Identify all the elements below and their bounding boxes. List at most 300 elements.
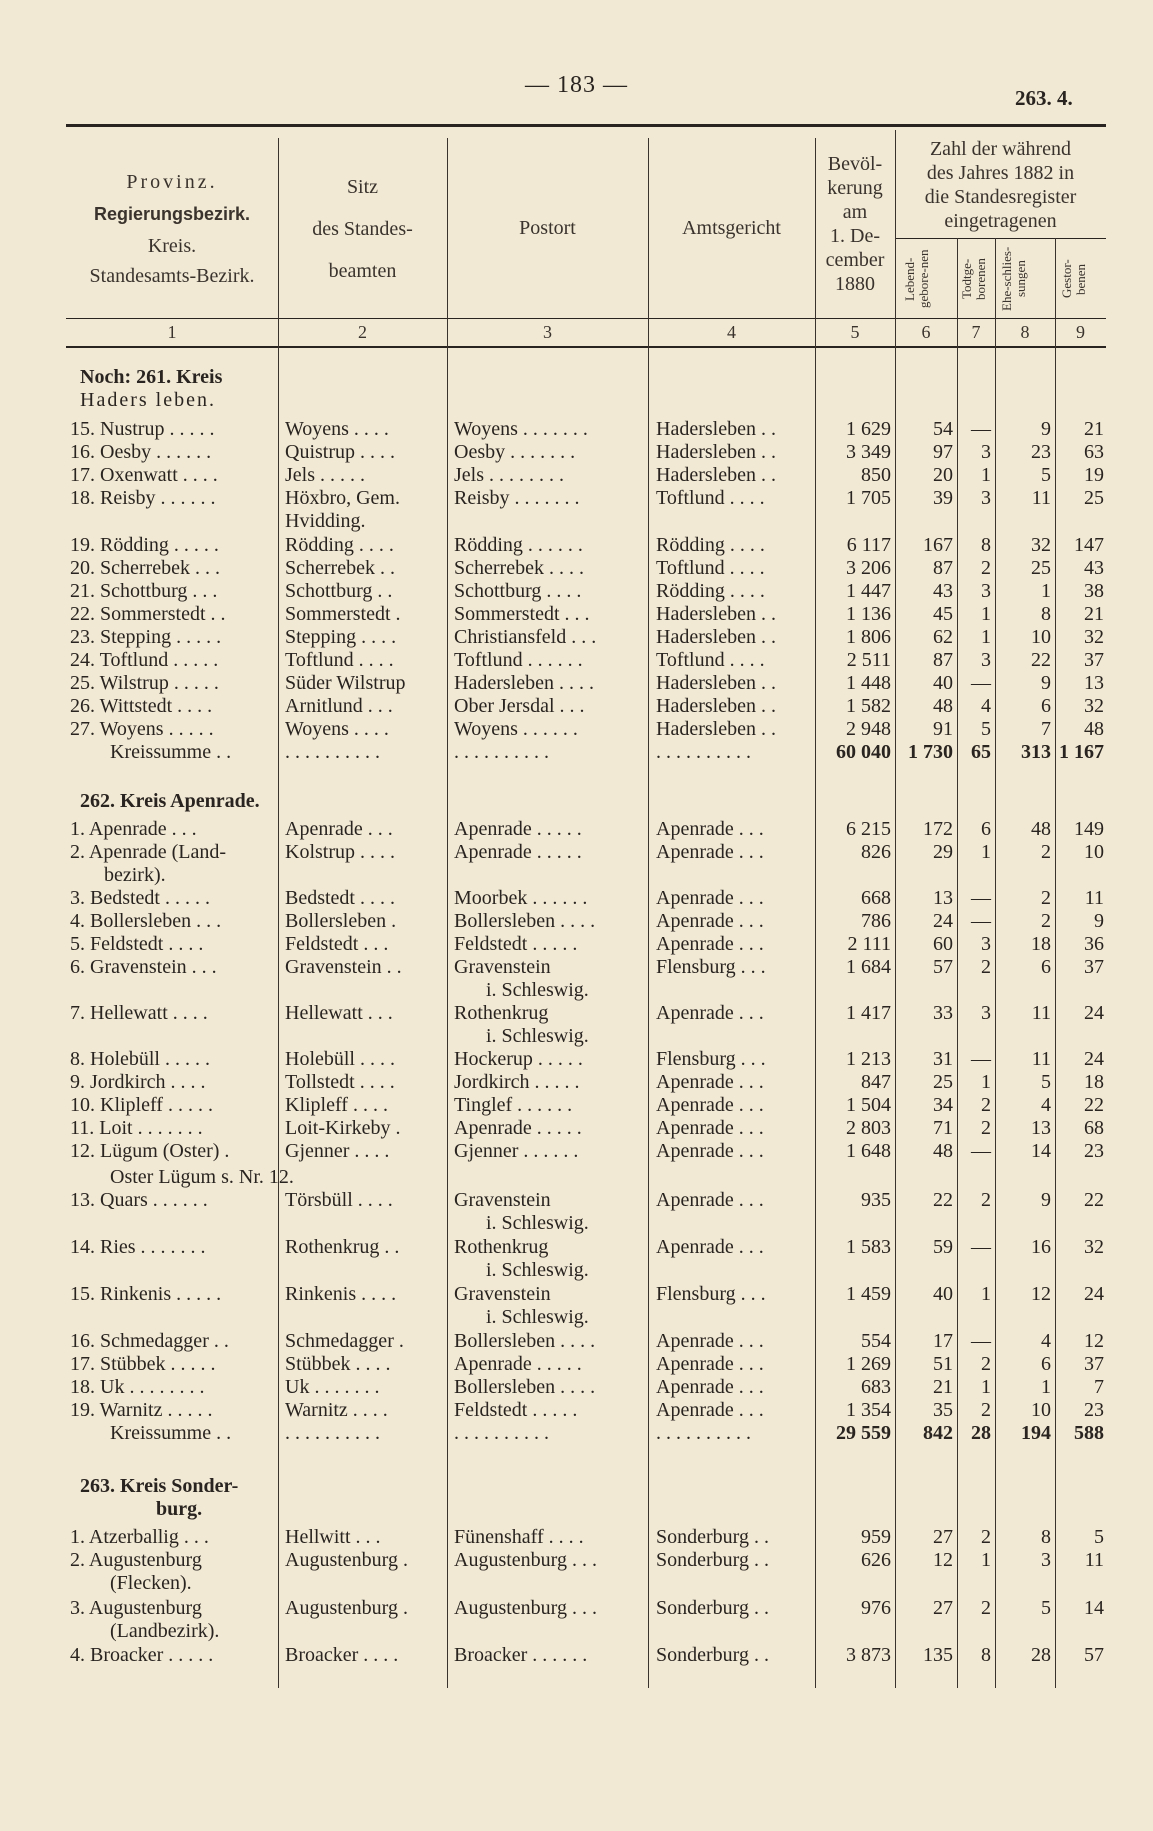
- cell-c9: 25: [1084, 487, 1104, 509]
- cell-c7: 3: [981, 1002, 991, 1024]
- cell-c1: 22. Sommerstedt . .: [70, 603, 226, 625]
- cell-c7: —: [971, 887, 991, 909]
- cell-c1: 3. Bedstedt . . . . .: [70, 887, 210, 909]
- cell-c7: 1: [981, 1071, 991, 1093]
- cell-c5: 959: [861, 1526, 891, 1548]
- cell-c8: 32: [1031, 534, 1051, 556]
- cell-c1: 4. Bollersleben . . .: [70, 910, 222, 932]
- header-sitz: Sitz: [346, 176, 379, 198]
- cell-c4: . . . . . . . . . .: [656, 741, 751, 763]
- cell-c9: 147: [1074, 534, 1104, 556]
- cell-c8: 12: [1031, 1283, 1051, 1305]
- cell-c6: 172: [923, 818, 953, 840]
- cell-c1: 14. Ries . . . . . . .: [70, 1236, 206, 1258]
- cell-c2: Woyens . . . .: [285, 718, 389, 740]
- cell-c8: 48: [1031, 818, 1051, 840]
- cell-c9: 43: [1084, 557, 1104, 579]
- cell-c7: 1: [981, 464, 991, 486]
- cell-c3: Moorbek . . . . . .: [454, 887, 588, 909]
- cell-c7: 6: [981, 818, 991, 840]
- cell-c3: Scherrebek . . . .: [454, 557, 584, 579]
- cell-c3: i. Schleswig.: [486, 1025, 589, 1047]
- cell-c7: —: [971, 1048, 991, 1070]
- cell-c6: 27: [933, 1597, 953, 1619]
- cell-c2: Broacker . . . .: [285, 1644, 399, 1666]
- cell-c2: . . . . . . . . . .: [285, 1422, 380, 1444]
- cell-c1: 3. Augustenburg: [70, 1597, 202, 1619]
- cell-c8: 5: [1041, 464, 1051, 486]
- cell-c1: 1. Apenrade . . .: [70, 818, 197, 840]
- cell-c9: 24: [1084, 1283, 1104, 1305]
- cell-c7: 2: [981, 956, 991, 978]
- cell-c7: 8: [981, 534, 991, 556]
- cell-c8: 28: [1031, 1644, 1051, 1666]
- cell-c2: Toftlund . . . .: [285, 649, 394, 671]
- cell-c8: 6: [1041, 695, 1051, 717]
- header-zahl: Zahl der während: [929, 138, 1072, 160]
- cell-c5: 554: [861, 1330, 891, 1352]
- cell-c9: 11: [1084, 887, 1104, 909]
- cell-c3: Woyens . . . . . . .: [454, 418, 588, 440]
- colnum-8: 8: [1020, 322, 1030, 342]
- top-rule: [66, 124, 1106, 127]
- cell-c7: 2: [981, 1399, 991, 1421]
- cell-c6: 20: [933, 464, 953, 486]
- cell-c3: . . . . . . . . . .: [454, 1422, 549, 1444]
- cell-c9: 19: [1084, 464, 1104, 486]
- cell-c4: Apenrade . . .: [656, 1071, 764, 1093]
- cell-c7: 3: [981, 580, 991, 602]
- cell-c4: Hadersleben . .: [656, 672, 776, 694]
- cell-c6: 54: [933, 418, 953, 440]
- cell-c1: 21. Schottburg . . .: [70, 580, 218, 602]
- cell-c5: 786: [861, 910, 891, 932]
- cell-c7: 2: [981, 1597, 991, 1619]
- cell-c2: Kolstrup . . . .: [285, 841, 395, 863]
- cell-c8: 313: [1021, 741, 1051, 763]
- cell-c5: 850: [861, 464, 891, 486]
- cell-c4: . . . . . . . . . .: [656, 1422, 751, 1444]
- cell-c9: 22: [1084, 1189, 1104, 1211]
- cell-c1: Kreissumme . .: [110, 1422, 232, 1444]
- cell-c4: Apenrade . . .: [656, 1353, 764, 1375]
- header-todtgeborenen: Todtge-borenen: [959, 258, 988, 300]
- cell-c6: 167: [923, 534, 953, 556]
- cell-c7: 8: [981, 1644, 991, 1666]
- cell-c4: Sonderburg . .: [656, 1549, 769, 1571]
- cell-c1: 15. Rinkenis . . . . .: [70, 1283, 222, 1305]
- cell-c9: 63: [1084, 441, 1104, 463]
- cell-c9: 9: [1094, 910, 1104, 932]
- cell-c8: 18: [1031, 933, 1051, 955]
- cell-c1: 6. Gravenstein . . .: [70, 956, 217, 978]
- cell-c3: Sommerstedt . . .: [454, 603, 590, 625]
- cell-c9: 18: [1084, 1071, 1104, 1093]
- header-col2: [278, 175, 447, 283]
- cell-c5: 2 948: [846, 718, 891, 740]
- cell-c4: Apenrade . . .: [656, 1236, 764, 1258]
- cell-c9: 10: [1084, 841, 1104, 863]
- cell-c1: 18. Uk . . . . . . . .: [70, 1376, 205, 1398]
- cell-c6: 12: [933, 1549, 953, 1571]
- cell-c5: 3 206: [846, 557, 891, 579]
- cell-c1: 17. Stübbek . . . . .: [70, 1353, 216, 1375]
- cell-c3: Hockerup . . . . .: [454, 1048, 583, 1070]
- cell-c6: 40: [933, 672, 953, 694]
- cell-c7: —: [971, 1236, 991, 1258]
- cell-c2: Quistrup . . . .: [285, 441, 395, 463]
- cell-c2: Rothenkrug . .: [285, 1236, 400, 1258]
- cell-c8: 13: [1031, 1117, 1051, 1139]
- cell-c6: 45: [933, 603, 953, 625]
- cell-c9: 32: [1084, 695, 1104, 717]
- cell-c9: 14: [1084, 1597, 1104, 1619]
- cell-c2: Stepping . . . .: [285, 626, 397, 648]
- cell-c4: Flensburg . . .: [656, 956, 766, 978]
- cell-c8: 25: [1031, 557, 1051, 579]
- cell-c4: Apenrade . . .: [656, 1117, 764, 1139]
- cell-c8: 11: [1031, 487, 1051, 509]
- cell-c3: i. Schleswig.: [486, 1259, 589, 1281]
- cell-c7: 1: [981, 1283, 991, 1305]
- cell-c2: Feldstedt . . .: [285, 933, 389, 955]
- cell-c3: Schottburg . . . .: [454, 580, 582, 602]
- page-number: — 183 —: [525, 72, 628, 98]
- cell-c2: Stübbek . . . .: [285, 1353, 391, 1375]
- cell-c3: Toftlund . . . . . .: [454, 649, 583, 671]
- cell-c7: 1: [981, 603, 991, 625]
- cell-c4: Hadersleben . .: [656, 603, 776, 625]
- cell-c8: 5: [1041, 1071, 1051, 1093]
- subheader-rule: [895, 238, 1106, 239]
- cell-c1: (Landbezirk).: [110, 1620, 220, 1642]
- cell-c6: 1 730: [908, 741, 953, 763]
- header-gestorbenen: Gestor-benen: [1059, 259, 1088, 299]
- colnum-6: 6: [921, 322, 931, 342]
- cell-c5: 1 705: [846, 487, 891, 509]
- cell-c8: 14: [1031, 1140, 1051, 1162]
- cell-c6: 97: [933, 441, 953, 463]
- cell-c9: 32: [1084, 1236, 1104, 1258]
- cell-c4: Apenrade . . .: [656, 1002, 764, 1024]
- cell-c7: 5: [981, 718, 991, 740]
- colnum-1: 1: [167, 322, 177, 342]
- cell-c8: 11: [1031, 1048, 1051, 1070]
- cell-c6: 39: [933, 487, 953, 509]
- cell-c2: Woyens . . . .: [285, 418, 389, 440]
- cell-c1: 26. Wittstedt . . . .: [70, 695, 213, 717]
- cell-c4: Apenrade . . .: [656, 1189, 764, 1211]
- cell-c5: 1 213: [846, 1048, 891, 1070]
- cell-c4: Toftlund . . . .: [656, 487, 765, 509]
- cell-c1: bezirk).: [104, 864, 166, 886]
- cell-c2: Bollersleben .: [285, 910, 397, 932]
- cell-c4: Rödding . . . .: [656, 534, 765, 556]
- cell-c7: —: [971, 1140, 991, 1162]
- cell-c3: Gravenstein: [454, 1189, 551, 1211]
- cell-c1: 24. Toftlund . . . . .: [70, 649, 219, 671]
- cell-c9: 5: [1094, 1526, 1104, 1548]
- cell-c8: 2: [1041, 910, 1051, 932]
- cell-c4: Apenrade . . .: [656, 818, 764, 840]
- cell-c4: Hadersleben . .: [656, 718, 776, 740]
- header-postort: Postort: [519, 217, 576, 239]
- cell-c8: 1: [1041, 580, 1051, 602]
- cell-c3: Gjenner . . . . . .: [454, 1140, 579, 1162]
- cell-c2: Gjenner . . . .: [285, 1140, 390, 1162]
- cell-c9: 37: [1084, 956, 1104, 978]
- cell-c4: Hadersleben . .: [656, 695, 776, 717]
- cell-c8: 10: [1031, 626, 1051, 648]
- cell-c3: Hadersleben . . . .: [454, 672, 594, 694]
- cell-c3: Oesby . . . . . . .: [454, 441, 576, 463]
- cell-c7: 1: [981, 1376, 991, 1398]
- cell-c8: 10: [1031, 1399, 1051, 1421]
- header-am: am: [842, 201, 868, 223]
- cell-c9: 588: [1074, 1422, 1104, 1444]
- cell-c2: Sommerstedt .: [285, 603, 401, 625]
- cell-c4: Apenrade . . .: [656, 933, 764, 955]
- cell-c9: 57: [1084, 1644, 1104, 1666]
- cell-c1: 13. Quars . . . . . .: [70, 1189, 208, 1211]
- cell-c6: 57: [933, 956, 953, 978]
- cell-c7: 2: [981, 1526, 991, 1548]
- cell-c5: 3 349: [846, 441, 891, 463]
- cell-c6: 34: [933, 1094, 953, 1116]
- header-eheschliessungen: Ehe-schlies-sungen: [999, 246, 1028, 312]
- cell-c9: 1 167: [1059, 741, 1104, 763]
- cell-c5: 6 215: [846, 818, 891, 840]
- header-cember: cember: [825, 249, 885, 271]
- cell-c7: 2: [981, 1094, 991, 1116]
- section-heading: Haders leben.: [80, 389, 216, 411]
- header-beamten: beamten: [328, 260, 397, 282]
- cell-c6: 25: [933, 1071, 953, 1093]
- header-eingetragenen: eingetragenen: [944, 210, 1057, 232]
- cell-c4: Apenrade . . .: [656, 1399, 764, 1421]
- cell-c6: 842: [923, 1422, 953, 1444]
- cell-c1: Oster Lügum s. Nr. 12.: [110, 1166, 294, 1188]
- cell-c6: 31: [933, 1048, 953, 1070]
- cell-c3: Jels . . . . . . . .: [454, 464, 564, 486]
- cell-c2: Törsbüll . . . .: [285, 1189, 393, 1211]
- cell-c3: i. Schleswig.: [486, 1306, 589, 1328]
- cell-c3: Feldstedt . . . . .: [454, 933, 578, 955]
- header-jahres: des Jahres 1882 in: [926, 162, 1075, 184]
- cell-c3: Apenrade . . . . .: [454, 1353, 582, 1375]
- cell-c7: —: [971, 1330, 991, 1352]
- cell-c3: Bollersleben . . . .: [454, 910, 596, 932]
- header-bottom-rule: [66, 346, 1106, 348]
- cell-c6: 22: [933, 1189, 953, 1211]
- cell-c1: 12. Lügum (Oster) .: [70, 1140, 230, 1162]
- header-regierungsbezirk: Regierungsbezirk.: [93, 204, 251, 224]
- header-year: 1880: [835, 273, 875, 295]
- cell-c2: Bedstedt . . . .: [285, 887, 395, 909]
- cell-c5: 1 136: [846, 603, 891, 625]
- cell-c2: Klipleff . . . .: [285, 1094, 388, 1116]
- cell-c6: 91: [933, 718, 953, 740]
- cell-c1: 2. Apenrade (Land-: [70, 841, 227, 863]
- header-col5: [815, 152, 895, 296]
- cell-c4: Apenrade . . .: [656, 1140, 764, 1162]
- cell-c8: 6: [1041, 956, 1051, 978]
- cell-c9: 32: [1084, 626, 1104, 648]
- cell-c3: . . . . . . . . . .: [454, 741, 549, 763]
- cell-c6: 17: [933, 1330, 953, 1352]
- cell-c3: Apenrade . . . . .: [454, 841, 582, 863]
- cell-c5: 826: [861, 841, 891, 863]
- cell-c4: Apenrade . . .: [656, 910, 764, 932]
- cell-c5: 683: [861, 1376, 891, 1398]
- cell-c3: Augustenburg . . .: [454, 1597, 597, 1619]
- cell-c1: 5. Feldstedt . . . .: [70, 933, 204, 955]
- cell-c2: Rödding . . . .: [285, 534, 394, 556]
- cell-c5: 2 511: [846, 649, 891, 671]
- cell-c1: 23. Stepping . . . . .: [70, 626, 222, 648]
- cell-c5: 1 459: [846, 1283, 891, 1305]
- cell-c1: 9. Jordkirch . . . .: [70, 1071, 206, 1093]
- cell-c1: 25. Wilstrup . . . . .: [70, 672, 219, 694]
- cell-c7: 1: [981, 626, 991, 648]
- cell-c2: Hvidding.: [285, 510, 366, 532]
- cell-c3: Feldstedt . . . . .: [454, 1399, 578, 1421]
- cell-c8: 11: [1031, 1002, 1051, 1024]
- cell-c7: —: [971, 910, 991, 932]
- cell-c8: 6: [1041, 1353, 1051, 1375]
- cell-c5: 935: [861, 1189, 891, 1211]
- cell-c2: Hellewatt . . .: [285, 1002, 393, 1024]
- cell-c9: 21: [1084, 603, 1104, 625]
- cell-c6: 21: [933, 1376, 953, 1398]
- cell-c2: Uk . . . . . . .: [285, 1376, 380, 1398]
- cell-c7: 2: [981, 1189, 991, 1211]
- cell-c3: Fünenshaff . . . .: [454, 1526, 584, 1548]
- cell-c6: 71: [933, 1117, 953, 1139]
- cell-c8: 9: [1041, 1189, 1051, 1211]
- header-kerung: kerung: [827, 177, 883, 199]
- cell-c3: Reisby . . . . . . .: [454, 487, 580, 509]
- cell-c9: 7: [1094, 1376, 1104, 1398]
- cell-c2: Hellwitt . . .: [285, 1526, 381, 1548]
- cell-c6: 33: [933, 1002, 953, 1024]
- cell-c4: Apenrade . . .: [656, 887, 764, 909]
- cell-c9: 23: [1084, 1140, 1104, 1162]
- cell-c3: Tinglef . . . . . .: [454, 1094, 573, 1116]
- cell-c4: Sonderburg . .: [656, 1644, 769, 1666]
- cell-c7: 1: [981, 1549, 991, 1571]
- cell-c4: Hadersleben . .: [656, 418, 776, 440]
- cell-c6: 60: [933, 933, 953, 955]
- cell-c8: 16: [1031, 1236, 1051, 1258]
- cell-c4: Sonderburg . .: [656, 1597, 769, 1619]
- cell-c6: 48: [933, 1140, 953, 1162]
- cell-c6: 48: [933, 695, 953, 717]
- cell-c4: Apenrade . . .: [656, 1376, 764, 1398]
- cell-c8: 22: [1031, 649, 1051, 671]
- colnum-4: 4: [727, 322, 736, 342]
- cell-c8: 9: [1041, 418, 1051, 440]
- cell-c7: 2: [981, 1117, 991, 1139]
- cell-c1: 20. Scherrebek . . .: [70, 557, 220, 579]
- cell-c4: Apenrade . . .: [656, 1094, 764, 1116]
- cell-c3: i. Schleswig.: [486, 979, 589, 1001]
- cell-c8: 3: [1041, 1549, 1051, 1571]
- cell-c9: 48: [1084, 718, 1104, 740]
- cell-c1: 19. Rödding . . . . .: [70, 534, 219, 556]
- cell-c9: 149: [1074, 818, 1104, 840]
- cell-c6: 13: [933, 887, 953, 909]
- col-line-5: [895, 130, 896, 1688]
- cell-c6: 87: [933, 649, 953, 671]
- section-heading: burg.: [156, 1498, 203, 1520]
- cell-c8: 7: [1041, 718, 1051, 740]
- cell-c1: 4. Broacker . . . . .: [70, 1644, 214, 1666]
- cell-c9: 11: [1084, 1549, 1104, 1571]
- cell-c3: Bollersleben . . . .: [454, 1330, 596, 1352]
- colnum-9: 9: [1076, 322, 1085, 342]
- cell-c8: 1: [1041, 1376, 1051, 1398]
- colnum-3: 3: [543, 322, 552, 342]
- cell-c6: 59: [933, 1236, 953, 1258]
- cell-c9: 12: [1084, 1330, 1104, 1352]
- cell-c8: 194: [1021, 1422, 1051, 1444]
- cell-c5: 1 648: [846, 1140, 891, 1162]
- cell-c3: Bollersleben . . . .: [454, 1376, 596, 1398]
- cell-c4: Toftlund . . . .: [656, 649, 765, 671]
- cell-c2: Warnitz . . . .: [285, 1399, 388, 1421]
- colnum-7: 7: [971, 322, 981, 342]
- cell-c1: 18. Reisby . . . . . .: [70, 487, 216, 509]
- header-des-standes: des Standes-: [312, 218, 413, 240]
- cell-c1: 17. Oxenwatt . . . .: [70, 464, 218, 486]
- cell-c6: 87: [933, 557, 953, 579]
- cell-c1: 8. Holebüll . . . . .: [70, 1048, 210, 1070]
- header-divider: [66, 318, 1106, 319]
- cell-c7: 1: [981, 841, 991, 863]
- cell-c7: 2: [981, 1353, 991, 1375]
- cell-c1: 19. Warnitz . . . . .: [70, 1399, 213, 1421]
- cell-c2: Holebüll . . . .: [285, 1048, 395, 1070]
- cell-c3: Augustenburg . . .: [454, 1549, 597, 1571]
- cell-c5: 1 684: [846, 956, 891, 978]
- cell-c8: 23: [1031, 441, 1051, 463]
- cell-c9: 37: [1084, 649, 1104, 671]
- cell-c8: 4: [1041, 1330, 1051, 1352]
- cell-c3: Rödding . . . . . .: [454, 534, 583, 556]
- section-heading: 262. Kreis Apenrade.: [80, 790, 260, 812]
- cell-c9: 38: [1084, 580, 1104, 602]
- cell-c5: 2 111: [847, 933, 891, 955]
- cell-c3: Gravenstein: [454, 956, 551, 978]
- cell-c5: 668: [861, 887, 891, 909]
- cell-c5: 1 504: [846, 1094, 891, 1116]
- cell-c2: Schmedagger .: [285, 1330, 404, 1352]
- header-col69: [895, 137, 1106, 233]
- cell-c5: 29 559: [836, 1422, 891, 1444]
- cell-c2: Augustenburg .: [285, 1597, 408, 1619]
- cell-c9: 68: [1084, 1117, 1104, 1139]
- cell-c7: 3: [981, 649, 991, 671]
- cell-c3: Apenrade . . . . .: [454, 1117, 582, 1139]
- cell-c8: 8: [1041, 1526, 1051, 1548]
- cell-c2: . . . . . . . . . .: [285, 741, 380, 763]
- cell-c1: 16. Oesby . . . . . .: [70, 441, 212, 463]
- cell-c6: 29: [933, 841, 953, 863]
- header-amtsgericht: Amtsgericht: [682, 217, 781, 239]
- cell-c5: 6 117: [846, 534, 891, 556]
- cell-c1: 16. Schmedagger . .: [70, 1330, 229, 1352]
